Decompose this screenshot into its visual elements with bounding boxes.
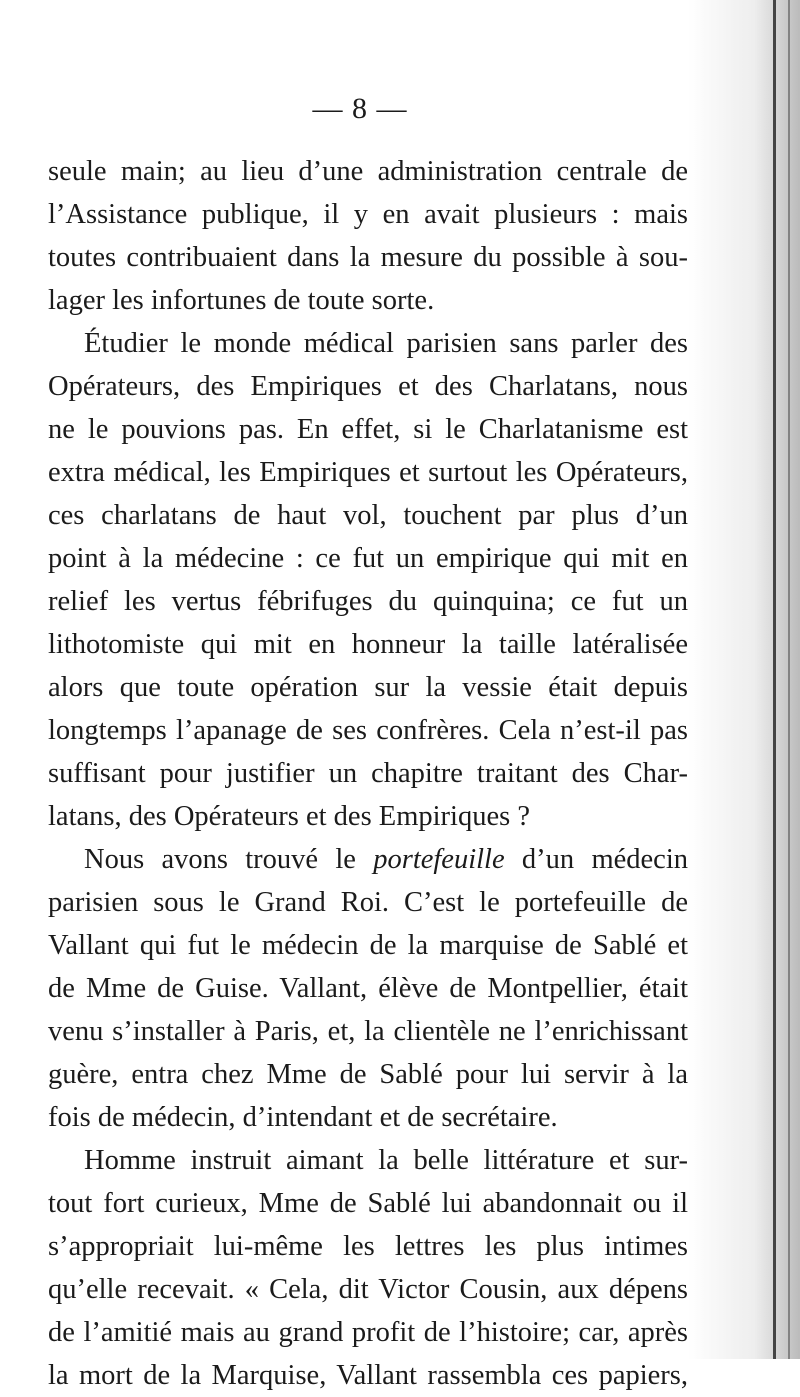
text-line: seule main; au lieu d’une administration centrale de [48, 156, 688, 187]
text-line: toutes contribuaient dans la mesure du possible à sou- [48, 242, 688, 273]
text-line: longtemps l’apanage de ses confrères. Cela n’est-il pas [48, 715, 688, 746]
text-line: suffisant pour justifier un chapitre traitant des Char- [48, 758, 688, 789]
text-line-with-italic [48, 838, 688, 881]
text-line: extra médical, les Empiriques et surtout les Opérateurs, [48, 457, 688, 488]
text-line: tout fort curieux, Mme de Sablé lui abandonnait ou il [48, 1188, 688, 1219]
text-line: latans, des Opérateurs et des Empiriques ? [48, 801, 530, 832]
text-line: alors que toute opération sur la vessie était depuis [48, 672, 688, 703]
text-line: Vallant qui fut le médecin de la marquise de Sablé et [48, 930, 688, 961]
page-gutter-shadow [754, 0, 800, 1359]
text-line: fois de médecin, d’intendant et de secrétaire. [48, 1102, 558, 1133]
text-line: relief les vertus fébrifuges du quinquina; ce fut un [48, 586, 688, 617]
page-number: — 8 — [312, 92, 408, 125]
italic-word: portefeuille [373, 844, 505, 875]
text-line: lager les infortunes de toute sorte. [48, 285, 435, 316]
text-line: l’Assistance publique, il y en avait plusieurs : mais [48, 199, 688, 230]
text-line: lithotomiste qui mit en honneur la taille latéralisée [48, 629, 688, 660]
text-line: Opérateurs, des Empiriques et des Charlatans, nous [48, 371, 688, 402]
text-line: qu’elle recevait. « Cela, dit Victor Cousin, aux dépens [48, 1274, 688, 1305]
text-span: d’un médecin [504, 844, 688, 875]
page-edge-secondary [788, 0, 790, 1359]
text-line: de Mme de Guise. Vallant, élève de Montpellier, était [48, 973, 688, 1004]
text-line: ne le pouvions pas. En effet, si le Charlatanisme est [48, 414, 688, 445]
text-line: venu s’installer à Paris, et, la clientèle ne l’enrichissant [48, 1016, 688, 1047]
text-line: guère, entra chez Mme de Sablé pour lui servir à la [48, 1059, 688, 1090]
text-line: ces charlatans de haut vol, touchent par plus d’un [48, 500, 688, 531]
text-line: Homme instruit aimant la belle littérature et sur- [84, 1145, 688, 1176]
page-edge [773, 0, 776, 1359]
text-line: de l’amitié mais au grand profit de l’histoire; car, après [48, 1317, 688, 1348]
text-line: parisien sous le Grand Roi. C’est le portefeuille de [48, 887, 688, 918]
text-line: s’appropriait lui-même les lettres les plus intimes [48, 1231, 688, 1262]
text-line: la mort de la Marquise, Vallant rassembla ces papiers, [48, 1360, 688, 1391]
text-span: Nous avons trouvé le [84, 844, 374, 875]
text-line: Étudier le monde médical parisien sans parler des [84, 328, 688, 359]
text-line: point à la médecine : ce fut un empirique qui mit en [48, 543, 688, 574]
body-text [48, 150, 688, 1397]
